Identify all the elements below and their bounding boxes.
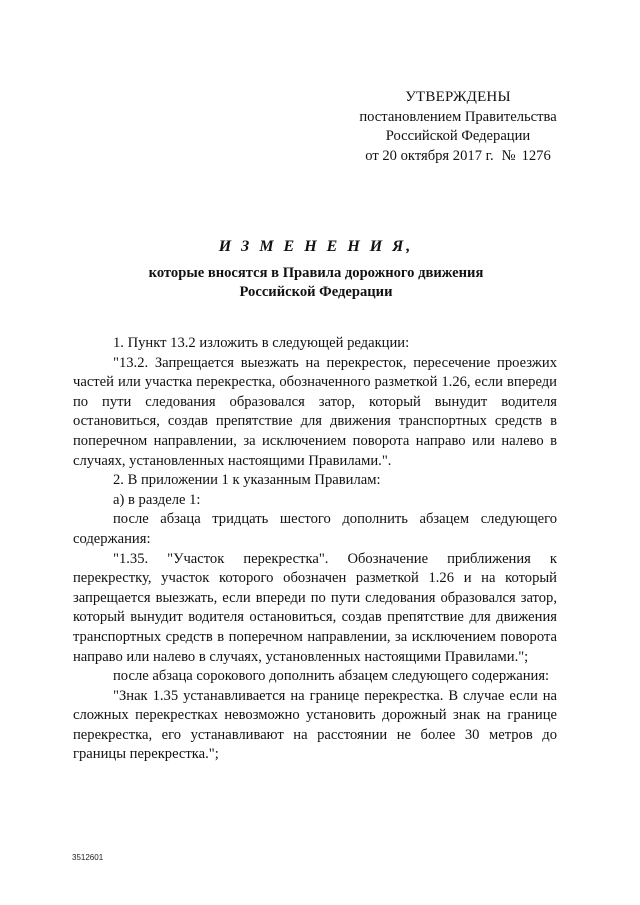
document-heading bbox=[80, 236, 552, 302]
approval-line-decree: постановлением Правительства bbox=[359, 108, 557, 125]
approval-number: 1276 bbox=[521, 147, 551, 164]
document-subtitle-line1: которые вносятся в Правила дорожного движения bbox=[148, 265, 484, 281]
approval-number-sign: № bbox=[501, 147, 516, 164]
approval-title: УТВЕРЖДЕНЫ bbox=[405, 89, 511, 105]
document-title: И З М Е Н Е Н И Я, bbox=[218, 238, 414, 255]
document-subtitle-line2: Российской Федерации bbox=[239, 284, 393, 300]
paragraph-quote-sign-1-35: "Знак 1.35 устанавливается на границе перекрестка. В случае если на сложных перекрестках невозможно установить дорожный знак на границе перекрестка, его устанавливают на расстоянии не более 30 метров до границы перекрестка."; bbox=[73, 687, 557, 763]
footer-document-code: 3512601 bbox=[72, 853, 104, 862]
document-body bbox=[73, 334, 557, 765]
paragraph-after-40: после абзаца сорокового дополнить абзацем следующего содержания: bbox=[113, 668, 550, 685]
approval-date: от 20 октября 2017 г. bbox=[365, 147, 494, 164]
approval-line-country: Российской Федерации bbox=[385, 128, 531, 144]
paragraph-after-36: после абзаца тридцать шестого дополнить абзацем следующего содержания: bbox=[73, 511, 557, 547]
paragraph-quote-13-2: "13.2. Запрещается выезжать на перекресток, пересечение проезжих частей или участка перекрестка, обозначенного разметкой 1.26, если впереди по пути следования образовался затор, который вынудит водителя остановиться, создав препятствие для движения транспортных средств в поперечном направлении, за исключением поворота направо или налево в случаях, установленных настоящими Правилами.". bbox=[73, 354, 557, 469]
approval-block bbox=[318, 88, 598, 166]
paragraph-subitem-a: а) в разделе 1: bbox=[113, 491, 201, 508]
approval-date-line bbox=[318, 147, 598, 167]
paragraph-item-2: 2. В приложении 1 к указанным Правилам: bbox=[113, 472, 381, 489]
paragraph-item-1: 1. Пункт 13.2 изложить в следующей редакции: bbox=[113, 335, 410, 351]
paragraph-quote-1-35: "1.35. "Участок перекрестка". Обозначение приближения к перекрестку, участок которого обозначен разметкой 1.26 и на который запрещается выезжать, если впереди по пути следования образовался затор, который вынудит водителя остановиться, создав препятствие для движения транспортных средств в поперечном направлении, за исключением поворота направо или налево в случаях, установленных настоящими Правилами."; bbox=[73, 550, 557, 665]
